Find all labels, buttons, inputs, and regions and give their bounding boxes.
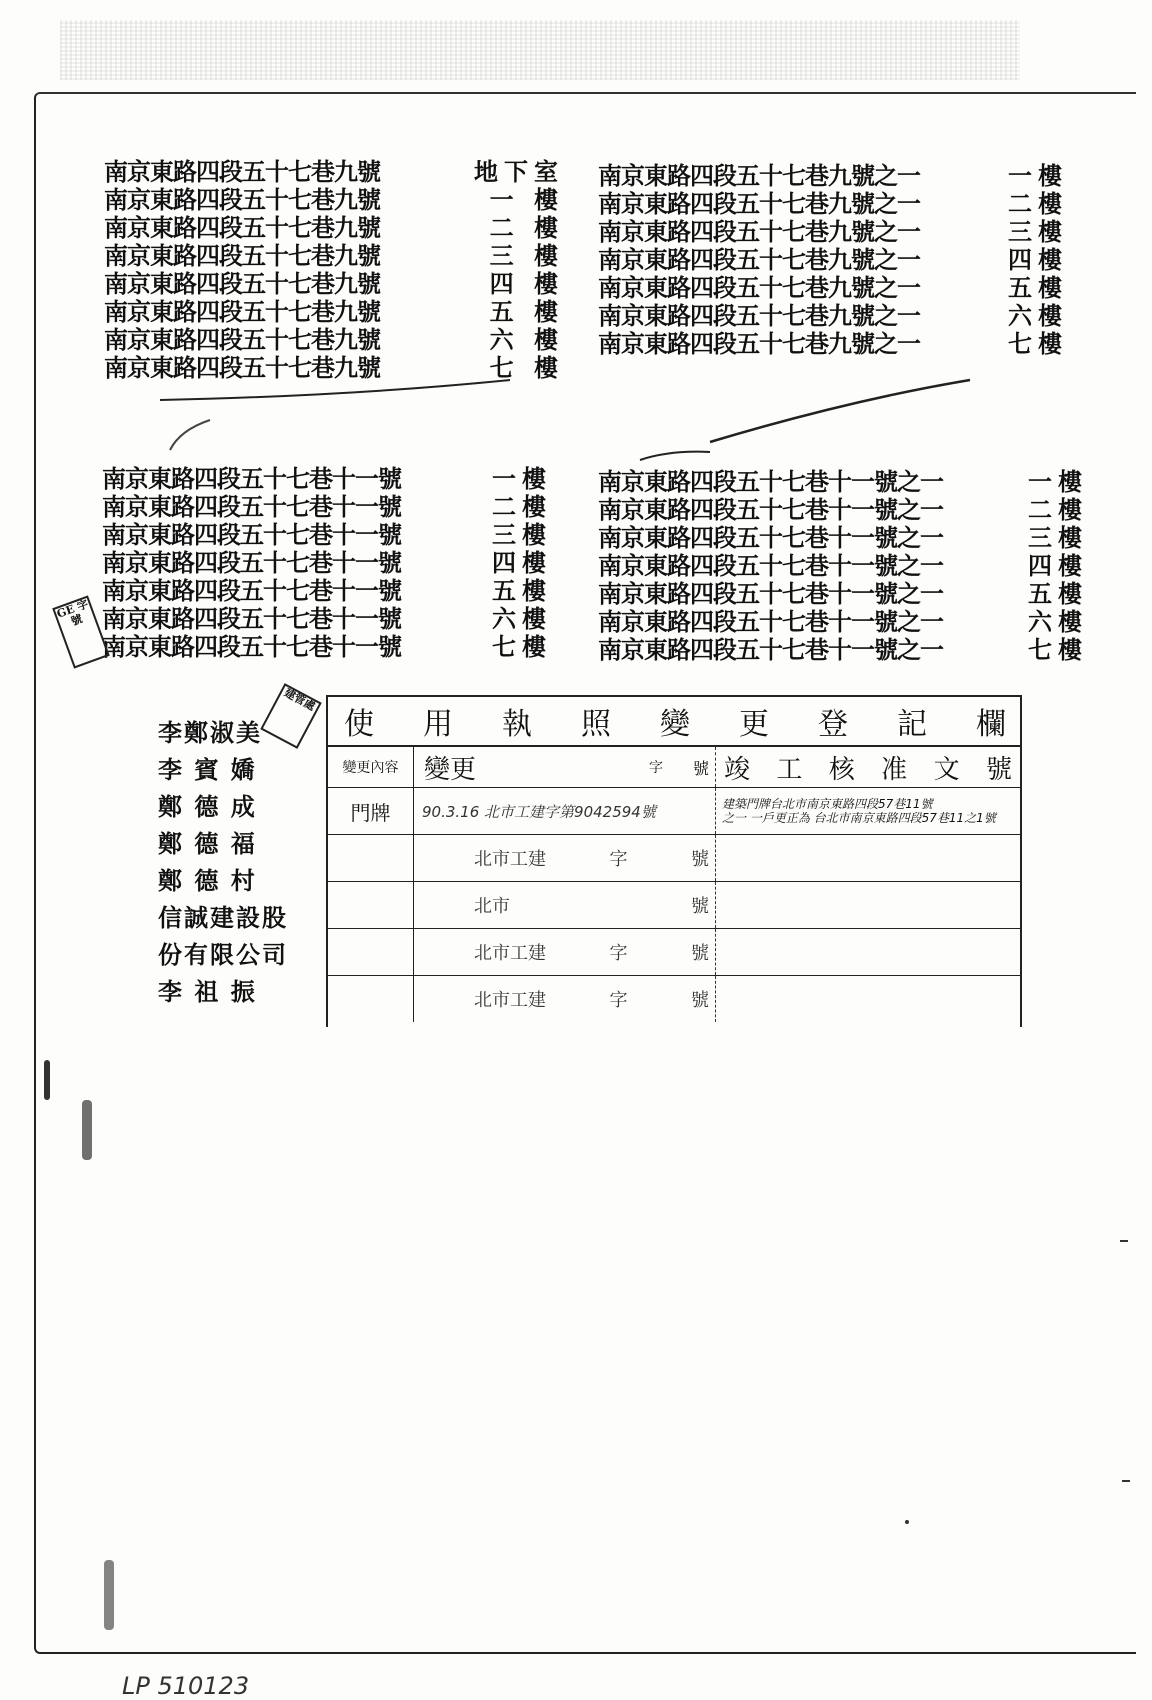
floor-text: 四 樓	[489, 269, 564, 298]
scan-speck	[44, 1060, 50, 1100]
address-row	[598, 246, 1068, 274]
floor-text: 二樓	[1008, 189, 1068, 218]
address-row	[104, 242, 564, 270]
header-char: 竣	[724, 754, 751, 785]
handwritten-footnote: LP 510123	[122, 1672, 250, 1700]
address-block-no9	[104, 158, 564, 382]
address-row	[102, 577, 552, 605]
owner-name: 鄭 德 成	[158, 792, 257, 821]
address-row	[102, 605, 552, 633]
license-change-register	[326, 695, 1022, 1027]
register-title	[328, 697, 1020, 747]
address-row	[598, 608, 1088, 636]
address-text: 南京東路四段五十七巷十一號	[102, 492, 401, 521]
floor-text: 二樓	[492, 492, 552, 521]
floor-text: 五樓	[492, 576, 552, 605]
floor-text: 七樓	[1028, 635, 1088, 664]
approval-line: 之一 一戶更正為 台北市南京東路四段57巷11之1號	[722, 811, 996, 825]
header-change-number	[414, 747, 716, 787]
floor-text: 五樓	[1028, 579, 1088, 608]
header-char: 字	[648, 760, 663, 776]
address-row	[598, 302, 1068, 330]
floor-text: 一樓	[492, 464, 552, 493]
row-prefix: 北市工建	[474, 943, 546, 964]
address-row	[104, 326, 564, 354]
floor-text: 三樓	[492, 520, 552, 549]
address-text: 南京東路四段五十七巷十一號之一	[598, 579, 943, 608]
address-text: 南京東路四段五十七巷九號之一	[598, 273, 920, 302]
address-text: 南京東路四段五十七巷十一號之一	[598, 635, 943, 664]
address-row	[102, 521, 552, 549]
row-change-content	[328, 835, 414, 881]
owner-name: 份有限公司	[158, 940, 288, 969]
address-text: 南京東路四段五十七巷十一號之一	[598, 495, 943, 524]
row-change-content	[328, 976, 414, 1022]
address-row	[102, 549, 552, 577]
address-row	[598, 190, 1068, 218]
floor-text: 二 樓	[489, 213, 564, 242]
address-text: 南京東路四段五十七巷九號	[104, 297, 380, 326]
address-text: 南京東路四段五十七巷十一號之一	[598, 551, 943, 580]
owner-name: 李 賓 嬌	[158, 755, 257, 784]
floor-text: 四樓	[1028, 551, 1088, 580]
floor-text: 二樓	[1028, 495, 1088, 524]
address-row	[598, 330, 1068, 358]
scan-speck	[1122, 1480, 1130, 1482]
address-text: 南京東路四段五十七巷九號之一	[598, 161, 920, 190]
address-text: 南京東路四段五十七巷十一號	[102, 632, 401, 661]
row-hao: 號	[691, 849, 709, 870]
floor-text: 六 樓	[489, 325, 564, 354]
row-change-number	[414, 976, 716, 1022]
address-row	[598, 162, 1068, 190]
row-approval-number	[716, 929, 1020, 975]
row-prefix: 北市工建	[474, 990, 546, 1011]
row-approval-number	[716, 788, 1020, 834]
header-char: 號	[692, 758, 709, 778]
title-char: 用	[423, 707, 453, 742]
address-text: 南京東路四段五十七巷九號	[104, 325, 380, 354]
address-row	[104, 158, 564, 186]
floor-text: 六樓	[492, 604, 552, 633]
stamp-text-left: GE 字號	[55, 597, 91, 629]
address-text: 南京東路四段五十七巷十一號之一	[598, 607, 943, 636]
floor-text: 三樓	[1028, 523, 1088, 552]
address-text: 南京東路四段五十七巷九號	[104, 213, 380, 242]
address-text: 南京東路四段五十七巷九號	[104, 241, 380, 270]
address-row	[598, 468, 1088, 496]
address-row	[104, 298, 564, 326]
address-text: 南京東路四段五十七巷九號之一	[598, 301, 920, 330]
row-zi: 字	[609, 849, 628, 870]
address-text: 南京東路四段五十七巷九號之一	[598, 217, 920, 246]
scan-speck	[1120, 1240, 1128, 1242]
address-block-no9-1	[598, 162, 1068, 358]
title-char: 更	[739, 707, 769, 742]
floor-text: 一 樓	[489, 185, 564, 214]
address-text: 南京東路四段五十七巷十一號	[102, 576, 401, 605]
register-header-row	[328, 747, 1020, 788]
register-row	[328, 882, 1020, 929]
scan-speck	[104, 1560, 114, 1630]
floor-text: 六樓	[1008, 301, 1068, 330]
title-char: 記	[897, 707, 927, 742]
floor-text: 三 樓	[489, 241, 564, 270]
owner-name: 鄭 德 福	[158, 829, 257, 858]
row-change-content	[328, 882, 414, 928]
address-text: 南京東路四段五十七巷九號之一	[598, 189, 920, 218]
address-row	[598, 636, 1088, 664]
floor-text: 六樓	[1028, 607, 1088, 636]
owner-name: 信誠建設股	[158, 903, 288, 932]
address-row	[598, 580, 1088, 608]
address-block-no11-1	[598, 468, 1088, 664]
owner-name: 李鄭淑美	[158, 718, 262, 747]
row-change-number	[414, 835, 716, 881]
address-text: 南京東路四段五十七巷九號	[104, 185, 380, 214]
row-hao: 號	[691, 896, 709, 917]
floor-text: 七樓	[1008, 329, 1068, 358]
row-change-content: 門牌	[328, 788, 414, 834]
title-char: 使	[344, 707, 374, 742]
address-row	[104, 214, 564, 242]
address-row	[598, 524, 1088, 552]
address-row	[598, 218, 1068, 246]
address-row	[104, 270, 564, 298]
address-row	[102, 493, 552, 521]
hand-strokes	[150, 360, 1030, 470]
row-hao: 號	[691, 990, 709, 1011]
row-approval-number	[716, 976, 1020, 1022]
row-change-number	[414, 882, 716, 928]
address-row	[102, 633, 552, 661]
header-approval-number	[716, 747, 1020, 787]
header-char: 更	[450, 754, 477, 785]
scan-speck	[82, 1100, 92, 1160]
address-row	[598, 496, 1088, 524]
address-text: 南京東路四段五十七巷十一號	[102, 604, 401, 633]
address-text: 南京東路四段五十七巷十一號	[102, 520, 401, 549]
floor-text: 三樓	[1008, 217, 1068, 246]
address-text: 南京東路四段五十七巷十一號	[102, 548, 401, 577]
scan-speck	[905, 1520, 909, 1524]
row-change-number: 90.3.16 北市工建字第9042594號	[414, 788, 716, 834]
address-text: 南京東路四段五十七巷九號	[104, 157, 380, 186]
title-char: 照	[581, 707, 611, 742]
row-change-content	[328, 929, 414, 975]
address-text: 南京東路四段五十七巷十一號之一	[598, 523, 943, 552]
address-text: 南京東路四段五十七巷九號之一	[598, 329, 920, 358]
title-char: 變	[660, 707, 690, 742]
address-text: 南京東路四段五十七巷十一號之一	[598, 467, 943, 496]
header-change-content: 變更內容	[328, 747, 414, 787]
address-row	[598, 552, 1088, 580]
owner-name: 鄭 德 村	[158, 866, 257, 895]
header-char: 准	[881, 754, 908, 785]
address-text: 南京東路四段五十七巷九號	[104, 269, 380, 298]
title-char: 欄	[976, 707, 1006, 742]
header-char: 變	[424, 754, 451, 785]
address-row	[598, 274, 1068, 302]
approval-line: 建築門牌台北市南京東路四段57巷11號	[722, 797, 933, 811]
row-change-number	[414, 929, 716, 975]
floor-text: 一樓	[1028, 467, 1088, 496]
register-row	[328, 929, 1020, 976]
register-row	[328, 788, 1020, 835]
floor-text: 四樓	[492, 548, 552, 577]
title-char: 登	[818, 707, 848, 742]
floor-text: 五 樓	[489, 297, 564, 326]
stamp-text-upper: 建管處	[282, 686, 318, 714]
scan-noise-top	[60, 20, 1020, 80]
floor-text: 地下室	[474, 157, 564, 186]
address-text: 南京東路四段五十七巷十一號	[102, 464, 401, 493]
row-approval-number	[716, 882, 1020, 928]
header-char: 核	[828, 754, 855, 785]
floor-text: 五樓	[1008, 273, 1068, 302]
title-char: 執	[502, 707, 532, 742]
header-char: 文	[933, 754, 960, 785]
row-hao: 號	[691, 943, 709, 964]
address-block-no11	[102, 465, 552, 661]
owner-name: 李 祖 振	[158, 977, 257, 1006]
address-text: 南京東路四段五十七巷九號之一	[598, 245, 920, 274]
address-text: 南京東路四段五十七巷九號	[104, 353, 380, 382]
row-prefix: 北市	[474, 896, 510, 917]
header-char: 工	[776, 754, 803, 785]
row-approval-number	[716, 835, 1020, 881]
register-row	[328, 976, 1020, 1022]
address-row	[104, 186, 564, 214]
floor-text: 七樓	[492, 632, 552, 661]
row-zi: 字	[609, 943, 628, 964]
floor-text: 七 樓	[489, 353, 564, 382]
owner-list	[158, 714, 298, 1010]
floor-text: 四樓	[1008, 245, 1068, 274]
register-row	[328, 835, 1020, 882]
header-char: 號	[985, 754, 1012, 785]
floor-text: 一樓	[1008, 161, 1068, 190]
row-zi: 字	[609, 990, 628, 1011]
row-prefix: 北市工建	[474, 849, 546, 870]
